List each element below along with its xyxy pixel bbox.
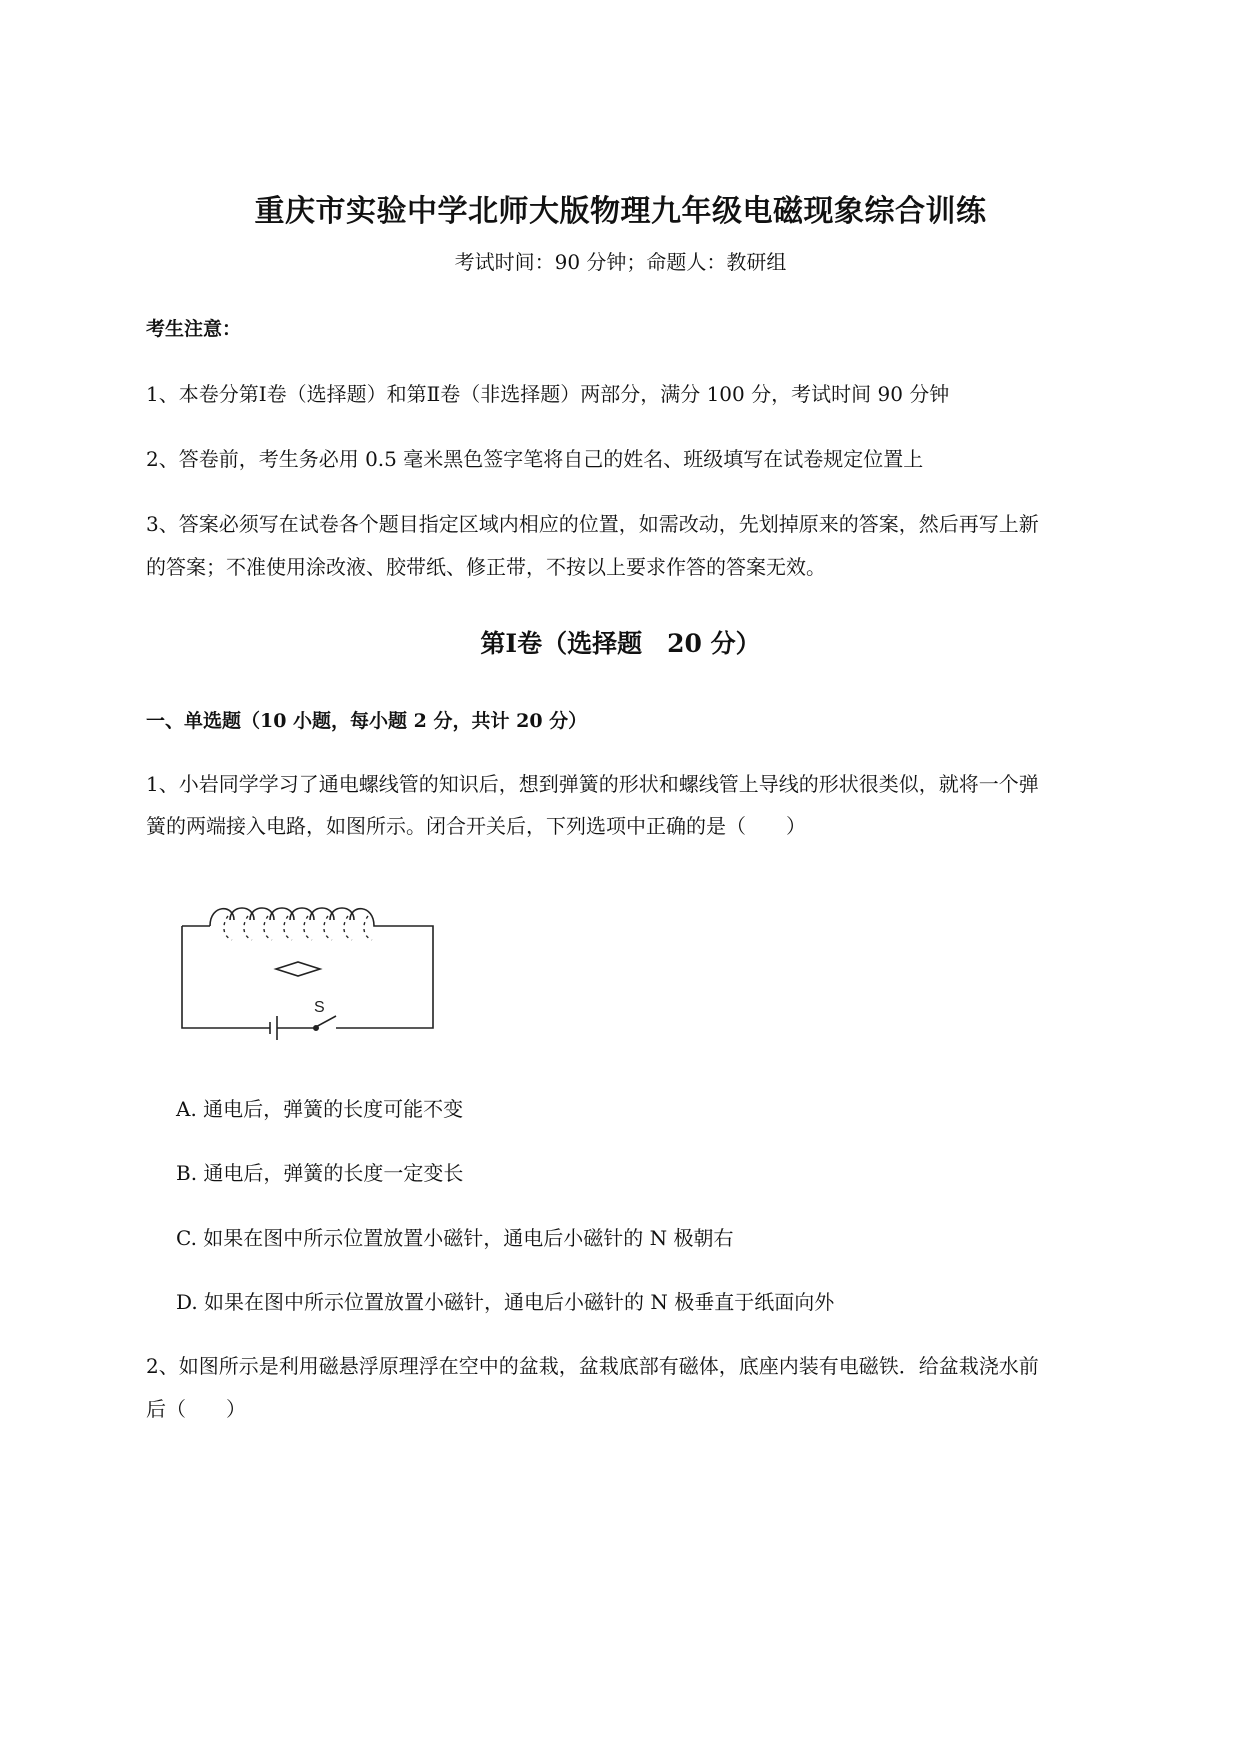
circuit-wire-right: [348, 926, 433, 1028]
question-1-stem-continued: 簧的两端接入电路，如图所示。闭合开关后，下列选项中正确的是（ ）: [146, 814, 806, 838]
question-2-stem-continued: 后（ ）: [146, 1397, 246, 1421]
switch-label: S: [314, 999, 325, 1016]
notice-heading: 考生注意：: [146, 318, 242, 340]
option-c: C. 如果在图中所示位置放置小磁针，通电后小磁针的 N 极朝右: [176, 1226, 734, 1250]
circuit-figure: [176, 876, 446, 1050]
spring-coil: [210, 908, 386, 926]
notice-item: 3、答案必须写在试卷各个题目指定区域内相应的位置，如需改动，先划掉原来的答案，然后再写上新: [146, 512, 1039, 536]
notice-item: 2、答卷前，考生务必用 0.5 毫米黑色签字笔将自己的姓名、班级填写在试卷规定位置上: [146, 447, 924, 471]
option-a: A. 通电后，弹簧的长度可能不变: [176, 1097, 464, 1121]
notice-item-continued: 的答案；不准使用涂改液、胶带纸、修正带，不按以上要求作答的答案无效。: [146, 555, 826, 579]
page-title: 重庆市实验中学北师大版物理九年级电磁现象综合训练: [254, 194, 987, 229]
switch: [296, 1016, 348, 1028]
part-heading: 一、单选题（10 小题，每小题 2 分，共计 20 分）: [146, 710, 588, 732]
option-d: D. 如果在图中所示位置放置小磁针，通电后小磁针的 N 极垂直于纸面向外: [176, 1290, 835, 1314]
question-1-stem: 1、小岩同学学习了通电螺线管的知识后，想到弹簧的形状和螺线管上导线的形状很类似，就将一个弹: [146, 772, 1039, 796]
circuit-wire-top-left: [182, 926, 270, 1028]
battery: [270, 1016, 296, 1040]
question-2-stem: 2、如图所示是利用磁悬浮原理浮在空中的盆栽，盆栽底部有磁体，底座内装有电磁铁．给盆栽浇水前: [146, 1354, 1039, 1378]
option-b: B. 通电后，弹簧的长度一定变长: [176, 1161, 464, 1185]
notice-item: 1、本卷分第Ⅰ卷（选择题）和第Ⅱ卷（非选择题）两部分，满分 100 分，考试时间 90 分钟: [146, 382, 950, 406]
compass-needle: [276, 962, 320, 976]
exam-info: 考试时间：90 分钟；命题人：教研组: [454, 250, 787, 274]
section-title: 第Ⅰ卷（选择题 20 分）: [480, 629, 761, 658]
